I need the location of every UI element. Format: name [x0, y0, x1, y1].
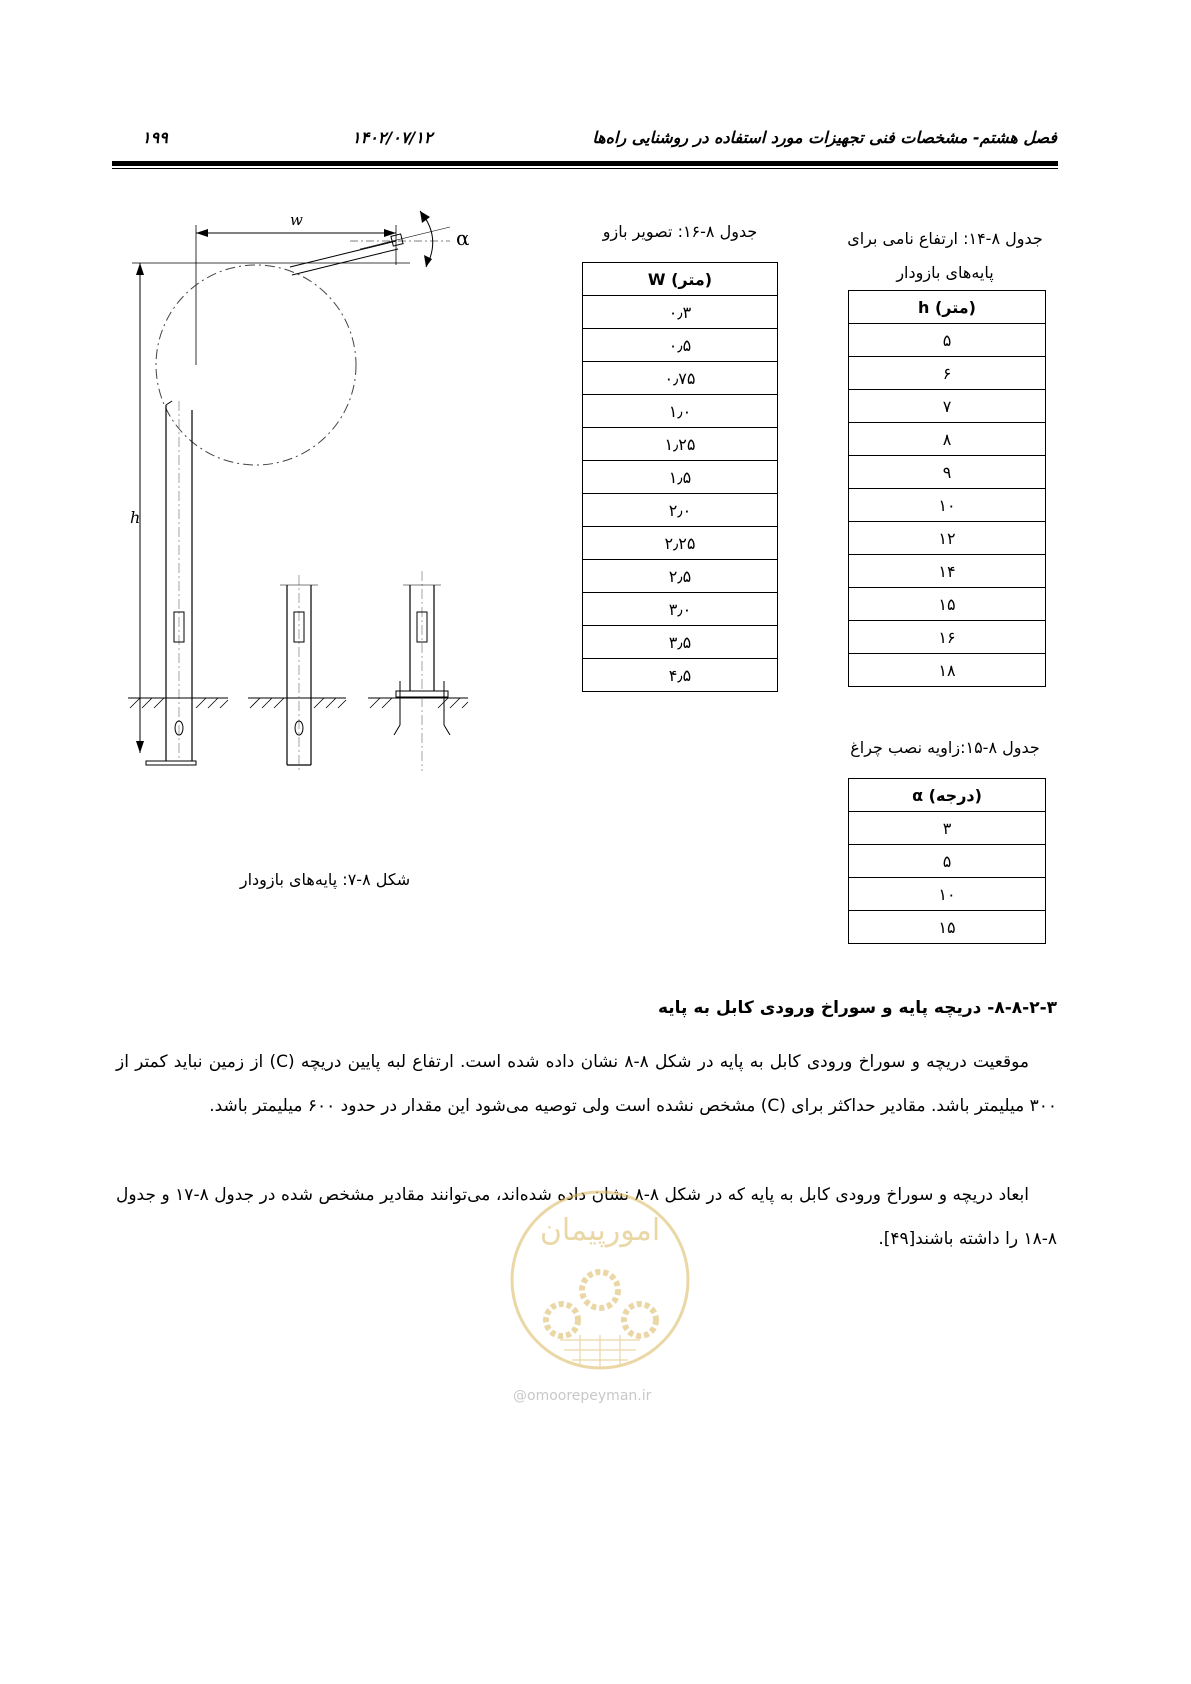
- table-cell: ۱۲: [849, 522, 1046, 555]
- table-cell: ۰٫۳: [583, 296, 778, 329]
- table-cell: ۱۰: [849, 489, 1046, 522]
- table-arm: [582, 262, 778, 692]
- table-cell: ۹: [849, 456, 1046, 489]
- figure-caption: شکل ۸-۷: پایه‌های بازودار: [239, 870, 411, 889]
- watermark-logo: [500, 1180, 700, 1380]
- label-h: h: [130, 508, 141, 527]
- table-angle-header: α (درجه): [849, 779, 1046, 812]
- table-cell: ۴٫۵: [583, 659, 778, 692]
- table-angle-caption: جدول ۸-۱۵:زاویه نصب چراغ: [850, 738, 1040, 757]
- table-height-caption: [830, 222, 1060, 290]
- table-cell: ۱٫۵: [583, 461, 778, 494]
- table-cell: ۱۴: [849, 555, 1046, 588]
- table-cell: ۶: [849, 357, 1046, 390]
- table-cell: ۱٫۰: [583, 395, 778, 428]
- table-cell: ۱۰: [849, 878, 1046, 911]
- header-rule-thin: [112, 168, 1058, 169]
- table-cell: ۳٫۵: [583, 626, 778, 659]
- table-cell: ۲٫۵: [583, 560, 778, 593]
- table-cell: ۵: [849, 324, 1046, 357]
- table-cell: ۱۶: [849, 621, 1046, 654]
- label-w: w: [290, 211, 303, 229]
- table-height: [848, 290, 1046, 687]
- table-cell: ۱٫۲۵: [583, 428, 778, 461]
- table-arm-header: W (متر): [583, 263, 778, 296]
- bracket-pole-figure: [120, 205, 530, 845]
- table-height-caption-line1: جدول ۸-۱۴: ارتفاع نامی برای: [847, 229, 1043, 248]
- paragraph-1: موقعیت دریچه و سوراخ ورودی کابل به پایه در شکل ۸-۸ نشان داده شده است. ارتفاع لبه پایین دریچه (C) از زمین نباید کمتر از ۳۰۰ میلیمتر باشد. مقادیر حداکثر برای (C) مشخص نشده است ولی توصیه می‌شود این مقدار در حدود ۶۰۰ میلیمتر باشد.: [116, 1052, 1057, 1116]
- paragraph-2: ابعاد دریچه و سوراخ ورودی کابل به پایه که در شکل ۸-۸ نشان داده شده‌اند، می‌توانند مقادیر مشخص شده در جدول ۸-۱۷ و جدول ۸-۱۸ را داشته باشند[۴۹].: [116, 1185, 1057, 1249]
- table-cell: ۲٫۲۵: [583, 527, 778, 560]
- table-height-caption-line2: پایه‌های بازودار: [896, 263, 994, 282]
- header-date: ۱۴۰۲/۰۷/۱۲: [352, 128, 433, 147]
- watermark-logo-text: امورپیمان: [539, 1213, 661, 1248]
- table-cell: ۳: [849, 812, 1046, 845]
- table-cell: ۲٫۰: [583, 494, 778, 527]
- table-cell: ۱۵: [849, 588, 1046, 621]
- table-cell: ۱۸: [849, 654, 1046, 687]
- table-arm-caption: جدول ۸-۱۶: تصویر بازو: [602, 222, 758, 241]
- chapter-title: فصل هشتم- مشخصات فنی تجهیزات مورد استفاده در روشنایی راه‌ها: [592, 128, 1057, 147]
- header-rule: [112, 161, 1058, 166]
- table-cell: ۰٫۷۵: [583, 362, 778, 395]
- table-cell: ۷: [849, 390, 1046, 423]
- page-number: ۱۹۹: [142, 128, 168, 147]
- table-height-header: h (متر): [849, 291, 1046, 324]
- label-alpha: α: [456, 226, 470, 250]
- section-heading: ۸-۸-۲-۳- دریچه پایه و سوراخ ورودی کابل به پایه: [657, 998, 1057, 1018]
- table-cell: ۱۵: [849, 911, 1046, 944]
- table-cell: ۸: [849, 423, 1046, 456]
- table-cell: ۳٫۰: [583, 593, 778, 626]
- table-cell: ۰٫۵: [583, 329, 778, 362]
- table-cell: ۵: [849, 845, 1046, 878]
- watermark-text: @omoorepeyman.ir: [513, 1388, 652, 1404]
- table-angle: [848, 778, 1046, 944]
